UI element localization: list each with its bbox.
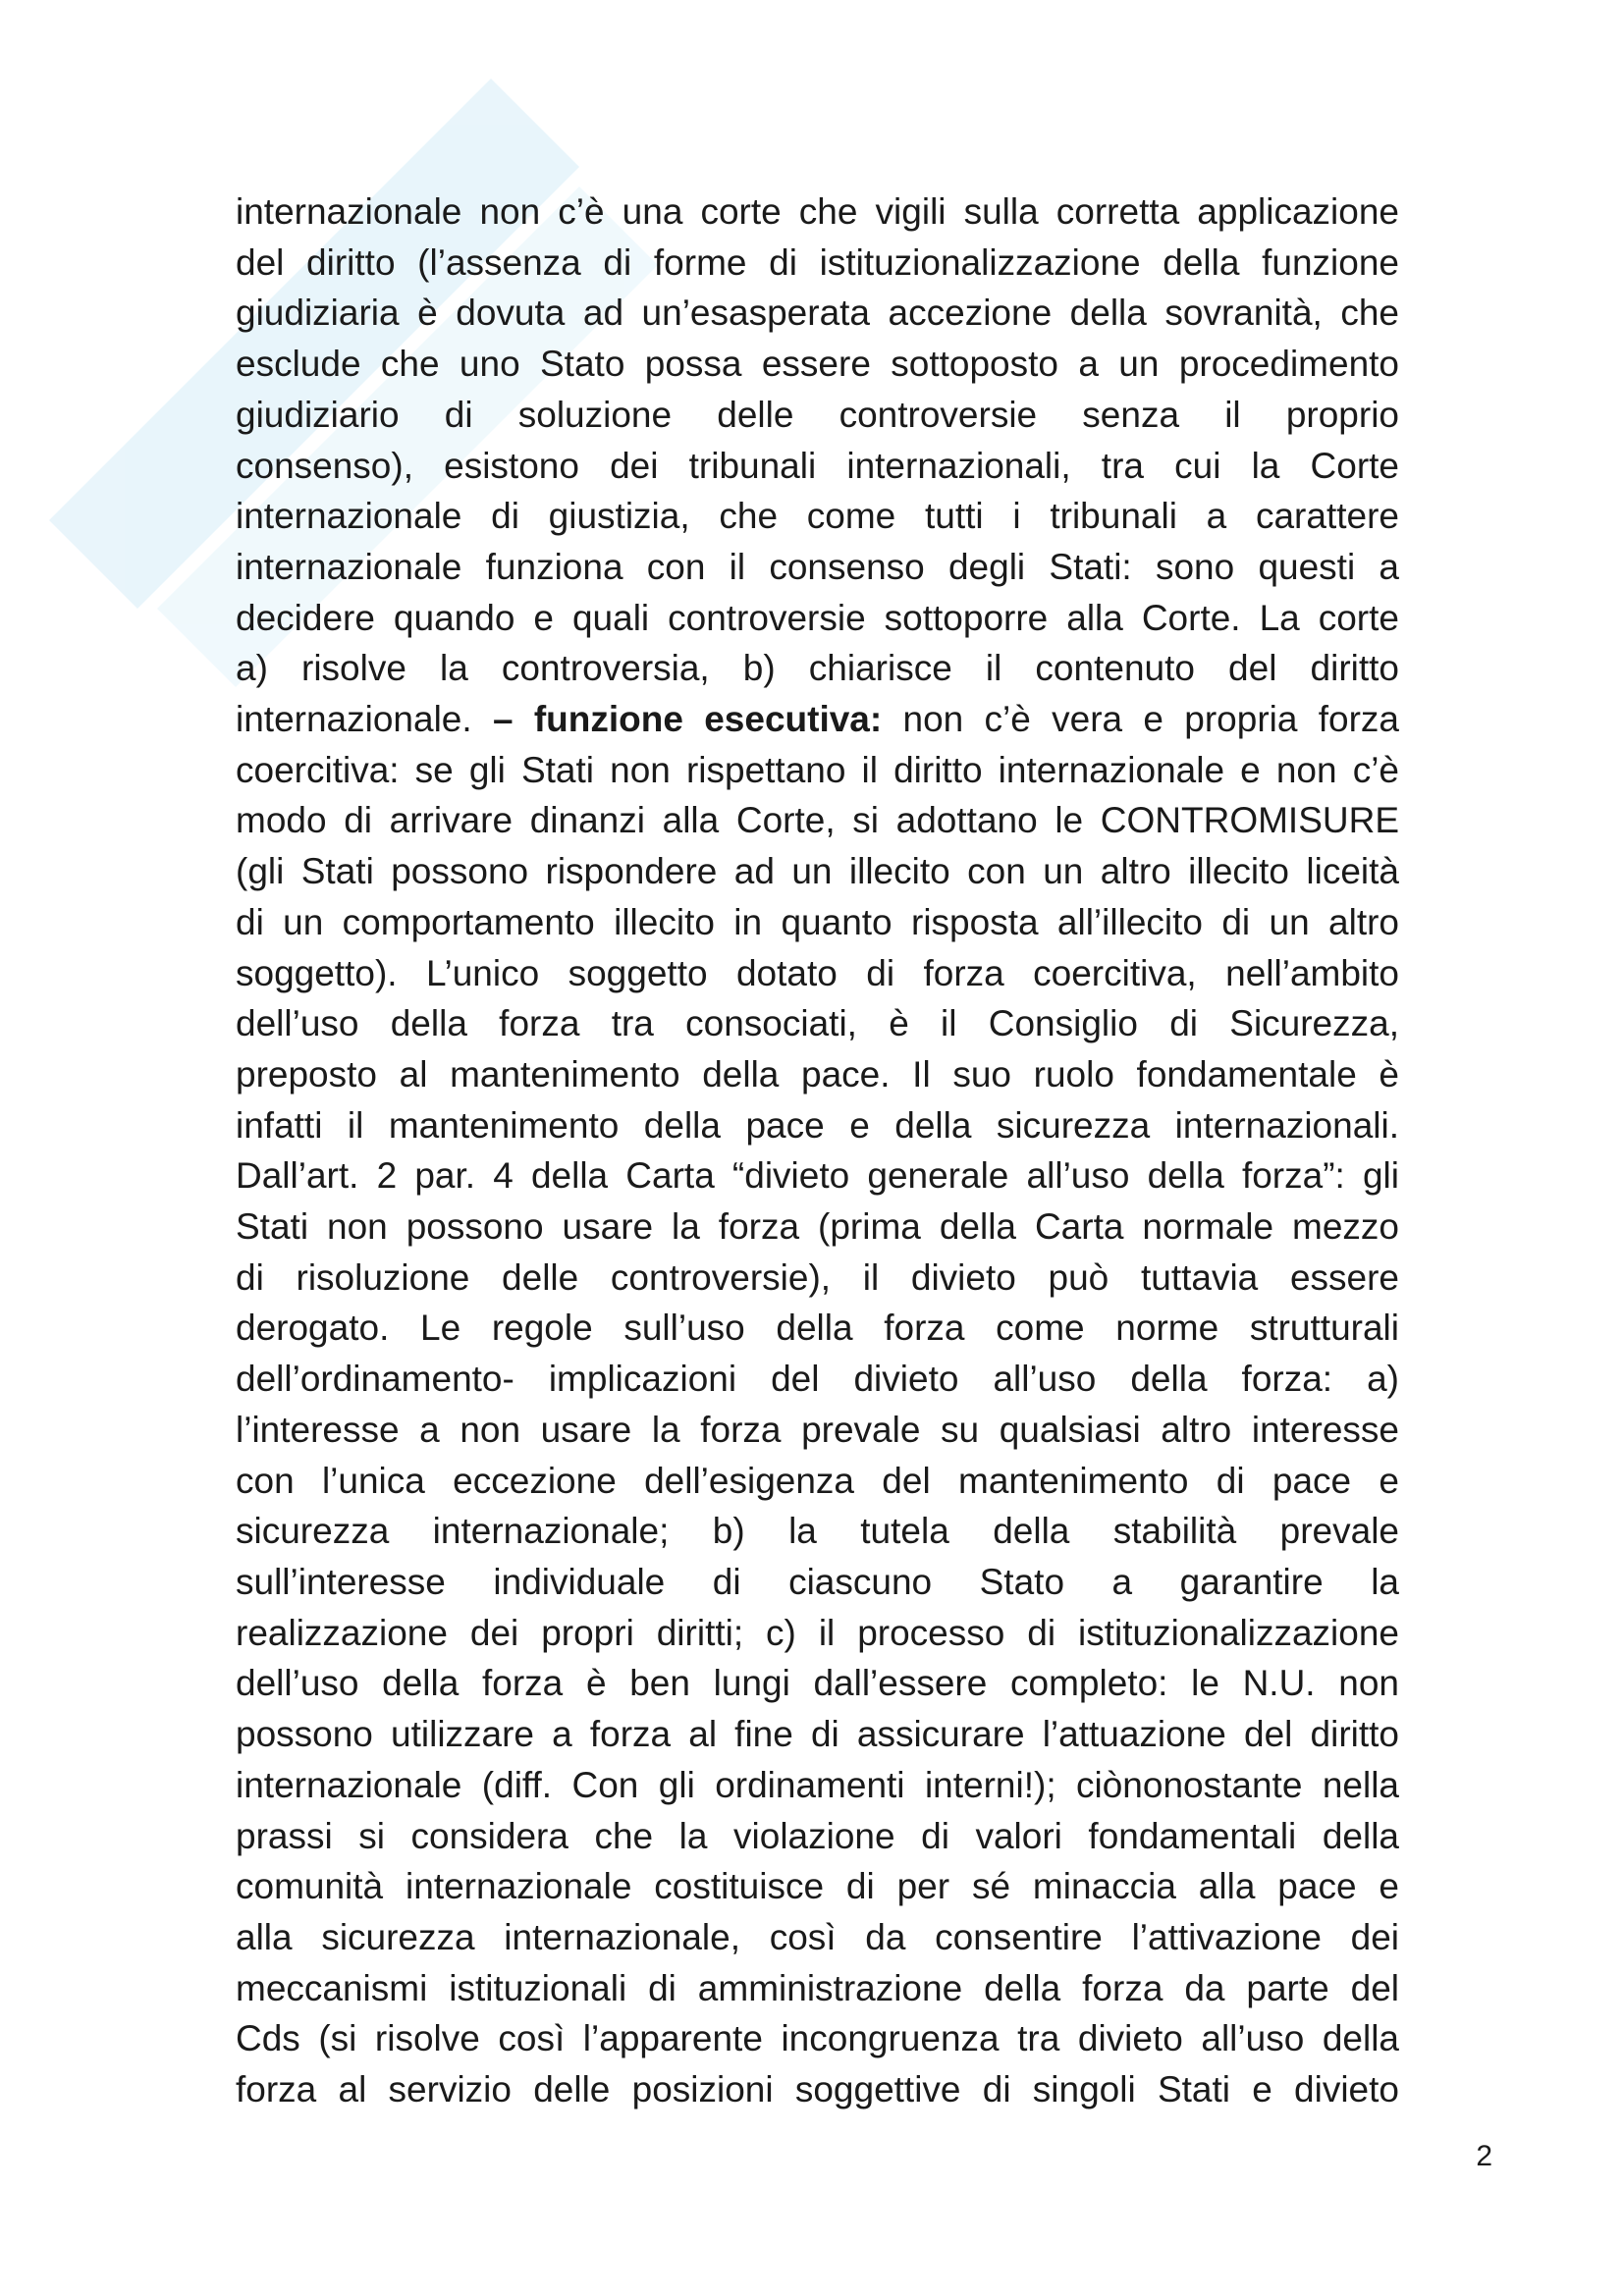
text-line: possono utilizzare a forza al fine di assicurare l’attuazione del diritto bbox=[236, 1714, 1399, 1755]
text-line: di un comportamento illecito in quanto risposta all’illecito di un altro bbox=[236, 901, 1399, 942]
text-line: giudiziaria è dovuta ad un’esasperata accezione della sovranità, che bbox=[236, 293, 1399, 334]
text-line: preposto al mantenimento della pace. Il suo ruolo fondamentale è bbox=[236, 1053, 1399, 1095]
text-line: internazionale di giustizia, che come tutti i tribunali a carattere bbox=[236, 496, 1399, 537]
text-line: dell’ordinamento- implicazioni del divieto all’uso della forza: a) bbox=[236, 1359, 1399, 1400]
text-line: consenso), esistono dei tribunali internazionali, tra cui la Corte bbox=[236, 445, 1399, 486]
text-line: Dall’art. 2 par. 4 della Carta “divieto generale all’uso della forza”: gli bbox=[236, 1155, 1399, 1197]
text-line: alla sicurezza internazionale, così da consentire l’attivazione dei bbox=[236, 1916, 1399, 1957]
text-line: soggetto). L’unico soggetto dotato di forza coercitiva, nell’ambito bbox=[236, 952, 1399, 993]
text-line: (gli Stati possono rispondere ad un illecito con un altro illecito liceità bbox=[236, 851, 1399, 892]
text-line: forza al servizio delle posizioni soggettive di singoli Stati e divieto bbox=[236, 2069, 1399, 2110]
text-line: decidere quando e quali controversie sottoporre alla Corte. La corte bbox=[236, 597, 1399, 638]
text-line: Stati non possono usare la forza (prima della Carta normale mezzo bbox=[236, 1206, 1399, 1248]
text-line: esclude che uno Stato possa essere sottoposto a un procedimento bbox=[236, 344, 1399, 385]
document-body bbox=[236, 187, 1399, 2115]
text-line: coercitiva: se gli Stati non rispettano il diritto internazionale e non c’è bbox=[236, 749, 1399, 790]
text-line: dell’uso della forza è ben lungi dall’essere completo: le N.U. non bbox=[236, 1663, 1399, 1704]
text-line: internazionale funziona con il consenso degli Stati: sono questi a bbox=[236, 546, 1399, 587]
text-line: Cds (si risolve così l’apparente incongruenza tra divieto all’uso della bbox=[236, 2018, 1399, 2059]
text-line: realizzazione dei propri diritti; c) il processo di istituzionalizzazione bbox=[236, 1612, 1399, 1653]
text-line: derogato. Le regole sull’uso della forza come norme strutturali bbox=[236, 1308, 1399, 1349]
text-line: comunità internazionale costituisce di per sé minaccia alla pace e bbox=[236, 1866, 1399, 1907]
page-number: 2 bbox=[1476, 2140, 1492, 2172]
text-line: sicurezza internazionale; b) la tutela della stabilità prevale bbox=[236, 1511, 1399, 1552]
text-line: a) risolve la controversia, b) chiarisce il contenuto del diritto bbox=[236, 648, 1399, 689]
text-line: modo di arrivare dinanzi alla Corte, si adottano le CONTROMISURE bbox=[236, 800, 1399, 841]
text-line-mixed bbox=[236, 694, 1399, 745]
text-line: meccanismi istituzionali di amministrazione della forza da parte del bbox=[236, 1967, 1399, 2008]
text-line: prassi si considera che la violazione di valori fondamentali della bbox=[236, 1815, 1399, 1856]
bold-heading-executive-function: – funzione esecutiva: bbox=[492, 699, 883, 740]
text-line: sull’interesse individuale di ciascuno Stato a garantire la bbox=[236, 1561, 1399, 1602]
text-line: internazionale non c’è una corte che vigili sulla corretta applicazione bbox=[236, 191, 1399, 232]
text-line: giudiziario di soluzione delle controversie senza il proprio bbox=[236, 394, 1399, 435]
text-line: dell’uso della forza tra consociati, è il Consiglio di Sicurezza, bbox=[236, 1003, 1399, 1044]
text-line: con l’unica eccezione dell’esigenza del mantenimento di pace e bbox=[236, 1460, 1399, 1501]
text-segment: non c’è vera e propria forza bbox=[902, 699, 1399, 740]
text-line: infatti il mantenimento della pace e della sicurezza internazionali. bbox=[236, 1104, 1399, 1146]
text-line: del diritto (l’assenza di forme di istituzionalizzazione della funzione bbox=[236, 241, 1399, 283]
text-line: internazionale (diff. Con gli ordinamenti interni!); ciònonostante nella bbox=[236, 1764, 1399, 1805]
text-line: di risoluzione delle controversie), il divieto può tuttavia essere bbox=[236, 1256, 1399, 1298]
text-line: l’interesse a non usare la forza prevale su qualsiasi altro interesse bbox=[236, 1409, 1399, 1450]
text-segment: internazionale. bbox=[236, 699, 472, 740]
